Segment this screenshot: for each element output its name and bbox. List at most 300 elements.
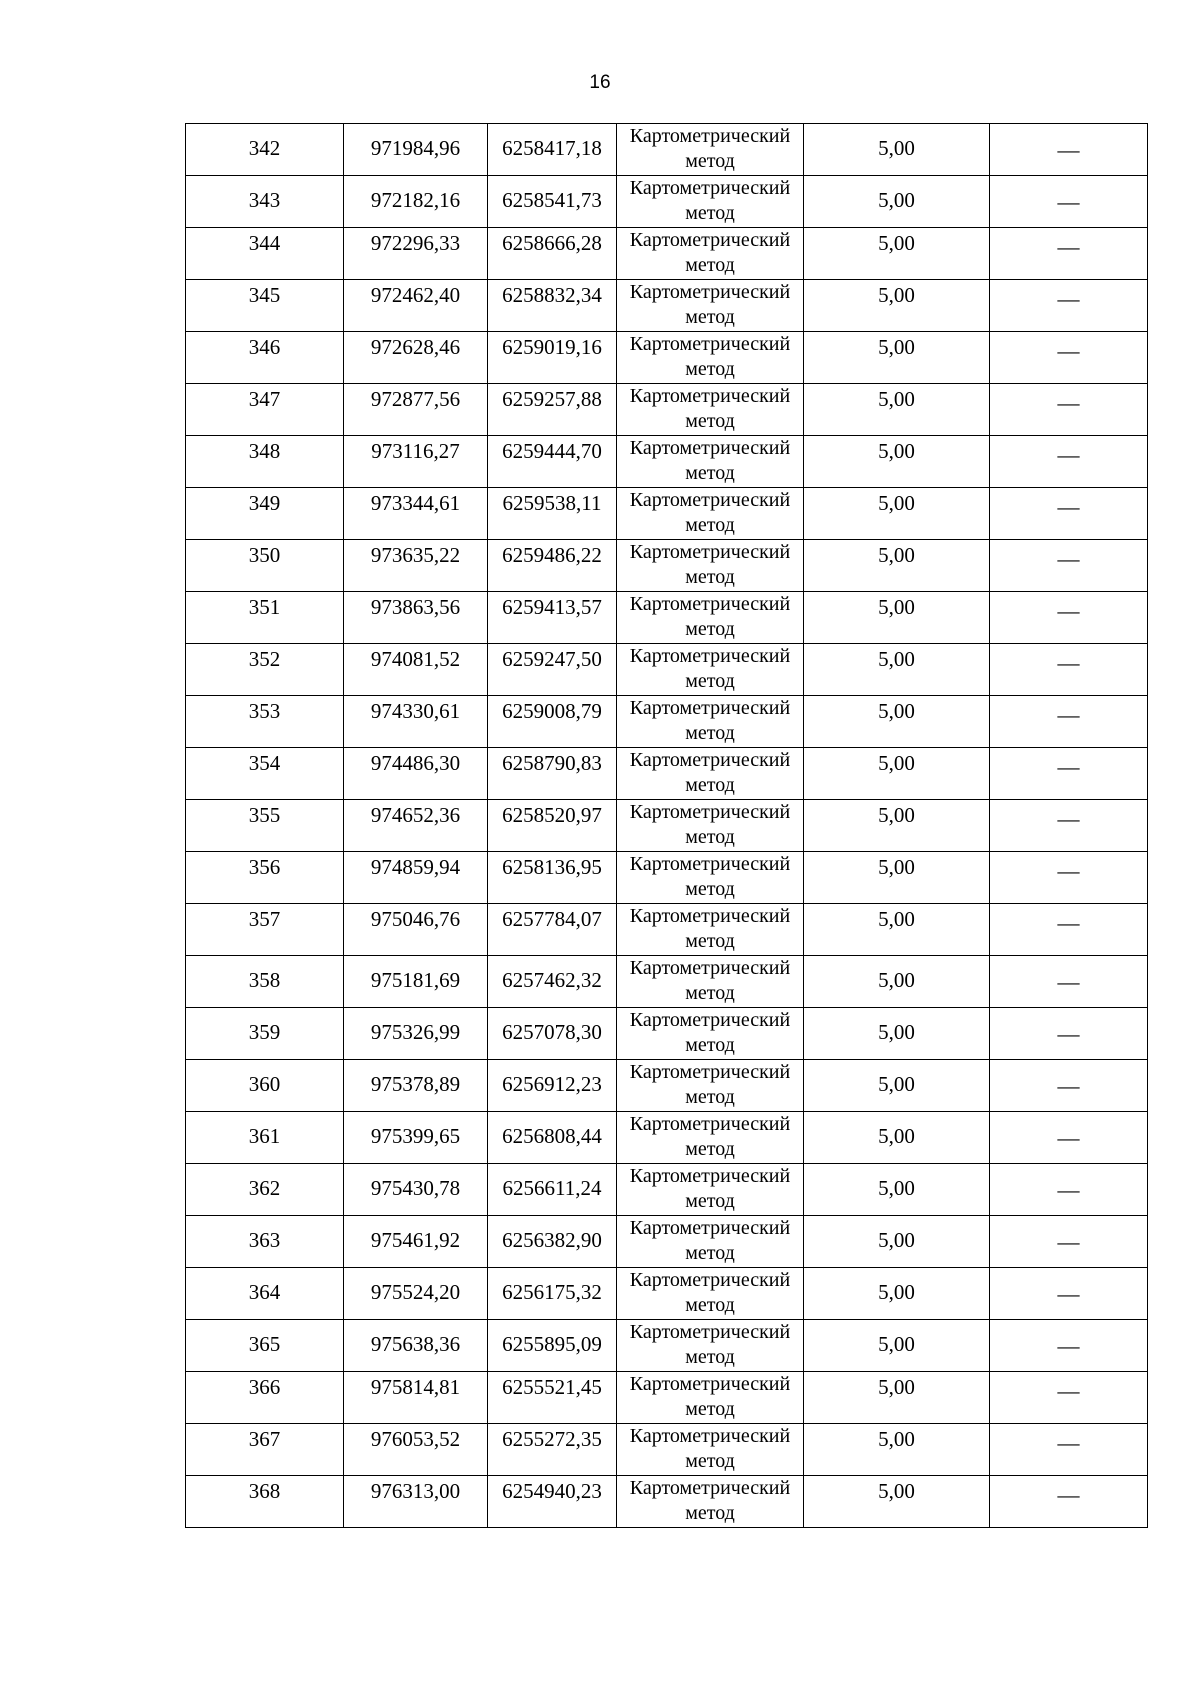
point-number-cell [186,1320,344,1372]
method-cell [617,748,804,800]
note-cell [990,436,1148,488]
method-cell-text: Картометрический [629,853,791,875]
point-number-cell [186,436,344,488]
table-row [186,696,1148,748]
method-cell-text: метод [685,358,735,380]
x-coordinate-cell-text: 975638,36 [370,1332,461,1356]
note-cell-text: — [1057,754,1080,779]
accuracy-cell-text: 5,00 [878,1176,915,1200]
note-cell-text: — [1057,806,1080,831]
point-number-cell [186,956,344,1008]
table-row [186,1476,1148,1528]
x-coordinate-cell [344,488,488,540]
point-number-cell [186,592,344,644]
y-coordinate-cell [488,1112,617,1164]
accuracy-cell-text: 5,00 [878,439,915,463]
note-cell [990,644,1148,696]
y-coordinate-cell-text: 6256808,44 [502,1124,602,1148]
method-cell-text: Картометрический [629,125,791,147]
method-cell-text: метод [685,1190,735,1212]
coordinates-table [185,123,1148,1528]
table-row [186,332,1148,384]
coordinates-table-body [186,124,1148,1528]
accuracy-cell [804,1476,990,1528]
y-coordinate-cell-text: 6256611,24 [502,1176,602,1200]
accuracy-cell [804,488,990,540]
table-row [186,1372,1148,1424]
method-cell-text: метод [685,618,735,640]
method-cell [617,540,804,592]
table-row [186,592,1148,644]
accuracy-cell [804,176,990,228]
y-coordinate-cell [488,1164,617,1216]
point-number-cell [186,1372,344,1424]
point-number-cell-text: 367 [248,1427,281,1451]
method-cell-text: метод [685,462,735,484]
y-coordinate-cell-text: 6258541,73 [502,188,602,212]
accuracy-cell [804,228,990,280]
point-number-cell-text: 344 [248,231,281,255]
accuracy-cell [804,644,990,696]
x-coordinate-cell-text: 974486,30 [370,751,461,775]
y-coordinate-cell [488,436,617,488]
y-coordinate-cell [488,644,617,696]
note-cell [990,384,1148,436]
accuracy-cell-text: 5,00 [878,543,915,567]
method-cell-text: метод [685,1450,735,1472]
y-coordinate-cell [488,800,617,852]
table-row [186,1216,1148,1268]
point-number-cell [186,280,344,332]
method-cell [617,956,804,1008]
method-cell [617,384,804,436]
note-cell-text: — [1057,137,1080,162]
table-row [186,436,1148,488]
y-coordinate-cell [488,1216,617,1268]
point-number-cell [186,332,344,384]
table-row [186,1112,1148,1164]
table-row [186,540,1148,592]
note-cell [990,1268,1148,1320]
point-number-cell-text: 342 [248,136,281,160]
note-cell-text: — [1057,1430,1080,1455]
method-cell-text: Картометрический [629,645,791,667]
accuracy-cell [804,1268,990,1320]
accuracy-cell-text: 5,00 [878,1427,915,1451]
y-coordinate-cell-text: 6254940,23 [502,1479,602,1503]
note-cell [990,488,1148,540]
note-cell-text: — [1057,442,1080,467]
note-cell [990,280,1148,332]
note-cell-text: — [1057,338,1080,363]
x-coordinate-cell [344,852,488,904]
table-row [186,644,1148,696]
table-row [186,852,1148,904]
x-coordinate-cell [344,696,488,748]
note-cell [990,176,1148,228]
table-row [186,384,1148,436]
y-coordinate-cell-text: 6255272,35 [502,1427,602,1451]
point-number-cell [186,1060,344,1112]
y-coordinate-cell [488,1268,617,1320]
method-cell [617,1320,804,1372]
method-cell [617,592,804,644]
y-coordinate-cell [488,1060,617,1112]
point-number-cell [186,748,344,800]
method-cell-text: метод [685,1502,735,1524]
method-cell-text: метод [685,722,735,744]
point-number-cell-text: 349 [248,491,281,515]
method-cell-text: метод [685,514,735,536]
method-cell-text: Картометрический [629,437,791,459]
x-coordinate-cell-text: 976053,52 [370,1427,461,1451]
y-coordinate-cell-text: 6259538,11 [502,491,602,515]
accuracy-cell [804,1008,990,1060]
y-coordinate-cell [488,332,617,384]
x-coordinate-cell [344,436,488,488]
note-cell-text: — [1057,1177,1080,1202]
y-coordinate-cell-text: 6258520,97 [502,803,602,827]
note-cell [990,852,1148,904]
point-number-cell [186,540,344,592]
y-coordinate-cell-text: 6259444,70 [502,439,602,463]
point-number-cell [186,852,344,904]
note-cell-text: — [1057,390,1080,415]
note-cell [990,1216,1148,1268]
note-cell-text: — [1057,1073,1080,1098]
method-cell [617,1216,804,1268]
point-number-cell-text: 348 [248,439,281,463]
method-cell-text: метод [685,410,735,432]
x-coordinate-cell [344,228,488,280]
accuracy-cell-text: 5,00 [878,1375,915,1399]
y-coordinate-cell-text: 6255521,45 [502,1375,602,1399]
x-coordinate-cell-text: 974859,94 [370,855,461,879]
y-coordinate-cell-text: 6257462,32 [502,968,602,992]
accuracy-cell-text: 5,00 [878,1332,915,1356]
y-coordinate-cell [488,384,617,436]
x-coordinate-cell-text: 975814,81 [370,1375,461,1399]
accuracy-cell [804,1112,990,1164]
accuracy-cell-text: 5,00 [878,283,915,307]
note-cell-text: — [1057,286,1080,311]
method-cell [617,176,804,228]
note-cell [990,1320,1148,1372]
method-cell-text: метод [685,670,735,692]
x-coordinate-cell [344,592,488,644]
point-number-cell [186,800,344,852]
note-cell-text: — [1057,969,1080,994]
method-cell-text: метод [685,1398,735,1420]
note-cell [990,332,1148,384]
point-number-cell [186,488,344,540]
x-coordinate-cell [344,1476,488,1528]
y-coordinate-cell [488,852,617,904]
note-cell-text: — [1057,494,1080,519]
x-coordinate-cell-text: 972877,56 [370,387,461,411]
method-cell [617,696,804,748]
method-cell-text: Картометрический [629,905,791,927]
accuracy-cell [804,540,990,592]
note-cell [990,956,1148,1008]
x-coordinate-cell-text: 975046,76 [370,907,461,931]
method-cell [617,1268,804,1320]
point-number-cell-text: 356 [248,855,281,879]
point-number-cell-text: 346 [248,335,281,359]
y-coordinate-cell-text: 6257078,30 [502,1020,602,1044]
x-coordinate-cell [344,280,488,332]
accuracy-cell [804,124,990,176]
method-cell-text: метод [685,202,735,224]
accuracy-cell [804,904,990,956]
note-cell [990,228,1148,280]
point-number-cell-text: 345 [248,283,281,307]
note-cell-text: — [1057,1482,1080,1507]
method-cell-text: метод [685,826,735,848]
method-cell [617,1164,804,1216]
accuracy-cell-text: 5,00 [878,188,915,212]
note-cell-text: — [1057,1125,1080,1150]
point-number-cell-text: 347 [248,387,281,411]
point-number-cell [186,228,344,280]
y-coordinate-cell-text: 6259257,88 [502,387,602,411]
note-cell [990,1008,1148,1060]
note-cell-text: — [1057,1333,1080,1358]
point-number-cell [186,1112,344,1164]
table-row [186,1268,1148,1320]
method-cell-text: метод [685,1242,735,1264]
point-number-cell-text: 354 [248,751,281,775]
method-cell-text: метод [685,566,735,588]
note-cell-text: — [1057,650,1080,675]
method-cell-text: Картометрический [629,749,791,771]
x-coordinate-cell [344,748,488,800]
table-row [186,176,1148,228]
x-coordinate-cell [344,1268,488,1320]
method-cell [617,436,804,488]
point-number-cell [186,176,344,228]
point-number-cell [186,1164,344,1216]
x-coordinate-cell-text: 972182,16 [370,188,461,212]
point-number-cell [186,904,344,956]
x-coordinate-cell-text: 975461,92 [370,1228,461,1252]
table-row [186,800,1148,852]
accuracy-cell [804,1372,990,1424]
x-coordinate-cell [344,800,488,852]
method-cell-text: Картометрический [629,489,791,511]
accuracy-cell-text: 5,00 [878,1020,915,1044]
table-row [186,228,1148,280]
point-number-cell [186,696,344,748]
method-cell [617,1112,804,1164]
note-cell [990,1112,1148,1164]
method-cell-text: Картометрический [629,1061,791,1083]
y-coordinate-cell [488,904,617,956]
point-number-cell-text: 357 [248,907,281,931]
table-row [186,280,1148,332]
method-cell-text: Картометрический [629,957,791,979]
point-number-cell [186,1424,344,1476]
x-coordinate-cell-text: 975524,20 [370,1280,461,1304]
method-cell-text: Картометрический [629,593,791,615]
method-cell-text: Картометрический [629,333,791,355]
method-cell-text: метод [685,1138,735,1160]
x-coordinate-cell [344,384,488,436]
y-coordinate-cell-text: 6257784,07 [502,907,602,931]
note-cell-text: — [1057,1281,1080,1306]
x-coordinate-cell [344,124,488,176]
x-coordinate-cell [344,1372,488,1424]
table-row [186,1424,1148,1476]
table-row [186,956,1148,1008]
point-number-cell-text: 343 [248,188,281,212]
accuracy-cell-text: 5,00 [878,803,915,827]
x-coordinate-cell [344,1112,488,1164]
note-cell [990,1060,1148,1112]
method-cell [617,488,804,540]
method-cell-text: Картометрический [629,1321,791,1343]
method-cell-text: Картометрический [629,229,791,251]
method-cell-text: метод [685,930,735,952]
accuracy-cell [804,800,990,852]
x-coordinate-cell-text: 973635,22 [370,543,461,567]
accuracy-cell [804,1060,990,1112]
point-number-cell-text: 352 [248,647,281,671]
note-cell [990,124,1148,176]
point-number-cell-text: 358 [248,968,281,992]
accuracy-cell [804,852,990,904]
accuracy-cell-text: 5,00 [878,595,915,619]
x-coordinate-cell-text: 974081,52 [370,647,461,671]
method-cell-text: метод [685,254,735,276]
method-cell-text: Картометрический [629,1373,791,1395]
x-coordinate-cell-text: 973863,56 [370,595,461,619]
accuracy-cell-text: 5,00 [878,136,915,160]
accuracy-cell-text: 5,00 [878,647,915,671]
note-cell-text: — [1057,1021,1080,1046]
accuracy-cell-text: 5,00 [878,968,915,992]
y-coordinate-cell-text: 6259413,57 [502,595,602,619]
point-number-cell [186,124,344,176]
x-coordinate-cell [344,1424,488,1476]
accuracy-cell-text: 5,00 [878,1228,915,1252]
point-number-cell [186,1216,344,1268]
method-cell-text: Картометрический [629,1477,791,1499]
x-coordinate-cell-text: 975399,65 [370,1124,461,1148]
method-cell-text: Картометрический [629,385,791,407]
note-cell-text: — [1057,546,1080,571]
x-coordinate-cell-text: 975430,78 [370,1176,461,1200]
method-cell [617,644,804,696]
method-cell [617,852,804,904]
x-coordinate-cell [344,1060,488,1112]
method-cell-text: метод [685,1294,735,1316]
method-cell [617,1424,804,1476]
y-coordinate-cell-text: 6255895,09 [502,1332,602,1356]
table-row [186,1060,1148,1112]
y-coordinate-cell [488,176,617,228]
method-cell [617,124,804,176]
point-number-cell-text: 365 [248,1332,281,1356]
method-cell-text: Картометрический [629,177,791,199]
accuracy-cell-text: 5,00 [878,1280,915,1304]
method-cell-text: Картометрический [629,1217,791,1239]
method-cell-text: Картометрический [629,541,791,563]
note-cell [990,800,1148,852]
accuracy-cell [804,332,990,384]
method-cell-text: метод [685,1034,735,1056]
point-number-cell-text: 359 [248,1020,281,1044]
table-row [186,1008,1148,1060]
x-coordinate-cell-text: 972628,46 [370,335,461,359]
y-coordinate-cell [488,592,617,644]
method-cell-text: метод [685,982,735,1004]
x-coordinate-cell-text: 975181,69 [370,968,461,992]
method-cell-text: Картометрический [629,1425,791,1447]
x-coordinate-cell [344,956,488,1008]
method-cell-text: метод [685,1086,735,1108]
x-coordinate-cell-text: 973116,27 [371,439,460,463]
y-coordinate-cell-text: 6259019,16 [502,335,602,359]
y-coordinate-cell-text: 6258832,34 [502,283,602,307]
method-cell [617,280,804,332]
method-cell-text: метод [685,150,735,172]
method-cell-text: Картометрический [629,1113,791,1135]
accuracy-cell [804,384,990,436]
accuracy-cell [804,696,990,748]
y-coordinate-cell [488,280,617,332]
x-coordinate-cell-text: 974652,36 [370,803,461,827]
x-coordinate-cell [344,644,488,696]
y-coordinate-cell [488,1476,617,1528]
accuracy-cell-text: 5,00 [878,1479,915,1503]
y-coordinate-cell [488,228,617,280]
accuracy-cell-text: 5,00 [878,1072,915,1096]
method-cell [617,1008,804,1060]
point-number-cell [186,644,344,696]
y-coordinate-cell [488,1424,617,1476]
y-coordinate-cell [488,1008,617,1060]
note-cell [990,904,1148,956]
point-number-cell [186,1476,344,1528]
y-coordinate-cell [488,748,617,800]
note-cell-text: — [1057,598,1080,623]
point-number-cell-text: 355 [248,803,281,827]
table-row [186,488,1148,540]
x-coordinate-cell-text: 975378,89 [370,1072,461,1096]
note-cell-text: — [1057,910,1080,935]
table-row [186,1164,1148,1216]
accuracy-cell-text: 5,00 [878,1124,915,1148]
point-number-cell-text: 361 [248,1124,281,1148]
x-coordinate-cell [344,1216,488,1268]
note-cell [990,1372,1148,1424]
note-cell [990,696,1148,748]
note-cell [990,1424,1148,1476]
accuracy-cell [804,1164,990,1216]
accuracy-cell [804,280,990,332]
method-cell-text: Картометрический [629,1165,791,1187]
point-number-cell-text: 360 [248,1072,281,1096]
table-row [186,904,1148,956]
accuracy-cell-text: 5,00 [878,855,915,879]
table-row [186,124,1148,176]
x-coordinate-cell-text: 973344,61 [370,491,461,515]
method-cell [617,1060,804,1112]
table-row [186,1320,1148,1372]
point-number-cell-text: 363 [248,1228,281,1252]
method-cell-text: Картометрический [629,697,791,719]
